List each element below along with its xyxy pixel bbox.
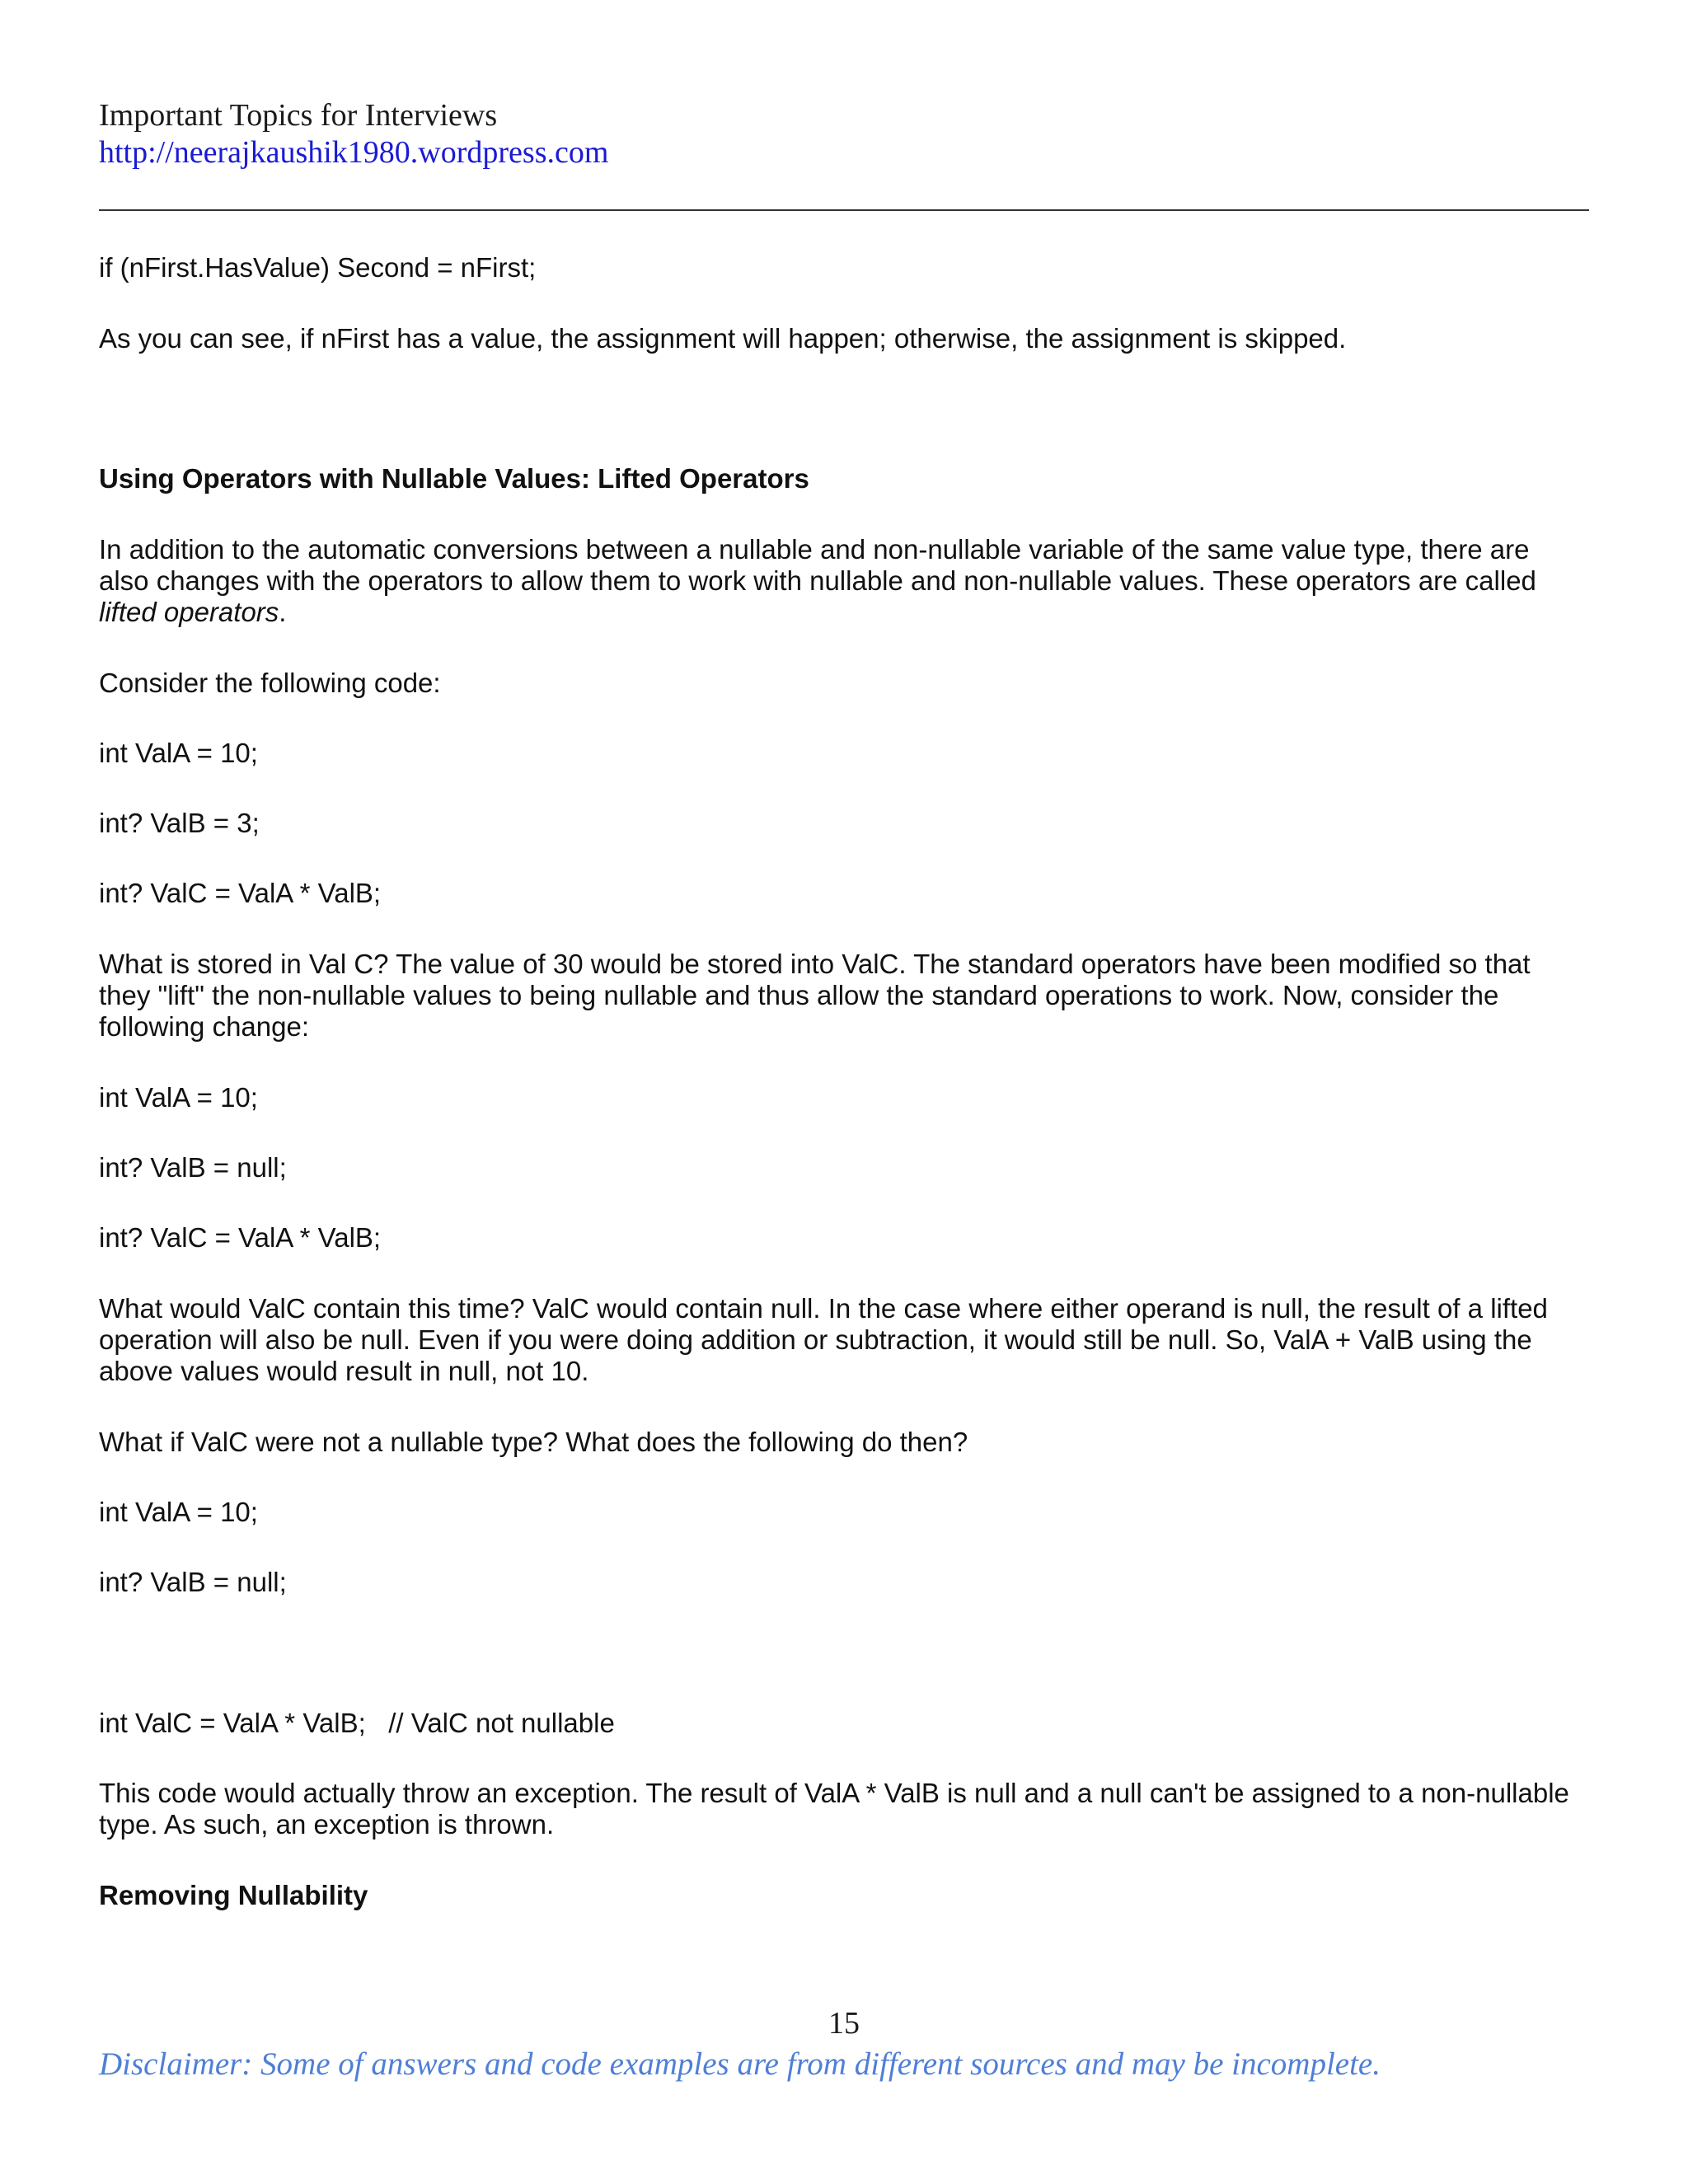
lifted-operators-term: lifted operators (99, 597, 279, 627)
code3-line3: int ValC = ValA * ValB; // ValC not nullable (99, 1708, 615, 1738)
footer-disclaimer: Disclaimer: Some of answers and code examples are from different sources and may be incomplete. (99, 2046, 1381, 2082)
paragraph-hasvalue: As you can see, if nFirst has a value, the assignment will happen; otherwise, the assignment is skipped. (99, 323, 1347, 354)
paragraph-exception: This code would actually throw an exception. The result of ValA * ValB is null and a null can't be assigned to a non-nullable type. As such, an exception is thrown. (99, 1778, 1569, 1840)
paragraph-lifted-intro-text: In addition to the automatic conversions between a nullable and non-nullable variable of the same value type, there are also changes with the operators to allow them to work with nullable and non-nullable values. These operators are called (99, 534, 1536, 596)
code3-line2: int? ValB = null; (99, 1567, 287, 1597)
paragraph-stored: What is stored in Val C? The value of 30 would be stored into ValC. The standard operators have been modified so that they "lift" the non-nullable values to being nullable and thus allow the standard operations to work. Now, consider the following change: (99, 949, 1531, 1042)
paragraph-not-nullable: What if ValC were not a nullable type? What does the following do then? (99, 1427, 968, 1457)
code2-line1: int ValA = 10; (99, 1082, 258, 1113)
code1-line1: int ValA = 10; (99, 738, 258, 768)
code2-line2: int? ValB = null; (99, 1152, 287, 1183)
paragraph-lifted-intro-end: . (279, 597, 287, 627)
header-link[interactable]: http://neerajkaushik1980.wordpress.com (99, 135, 609, 170)
page-number: 15 (828, 2006, 860, 2041)
code1-line3: int? ValC = ValA * ValB; (99, 878, 382, 908)
paragraph-lifted-intro (99, 534, 1582, 628)
code3-line1: int ValA = 10; (99, 1497, 258, 1527)
header-divider (99, 209, 1589, 211)
section-heading-removing-nullability: Removing Nullability (99, 1880, 368, 1910)
paragraph-null-result: What would ValC contain this time? ValC would contain null. In the case where either operand is null, the result of a lifted operation will also be null. Even if you were doing addition or subtraction, it would still be null. So, ValA + ValB using the above values would result in null, not 10. (99, 1293, 1548, 1386)
paragraph-consider: Consider the following code: (99, 668, 441, 698)
section-heading-lifted-operators: Using Operators with Nullable Values: Lifted Operators (99, 463, 809, 494)
code-hasvalue: if (nFirst.HasValue) Second = nFirst; (99, 252, 537, 283)
header-title: Important Topics for Interviews (99, 98, 498, 133)
code2-line3: int? ValC = ValA * ValB; (99, 1222, 382, 1253)
code1-line2: int? ValB = 3; (99, 808, 260, 838)
